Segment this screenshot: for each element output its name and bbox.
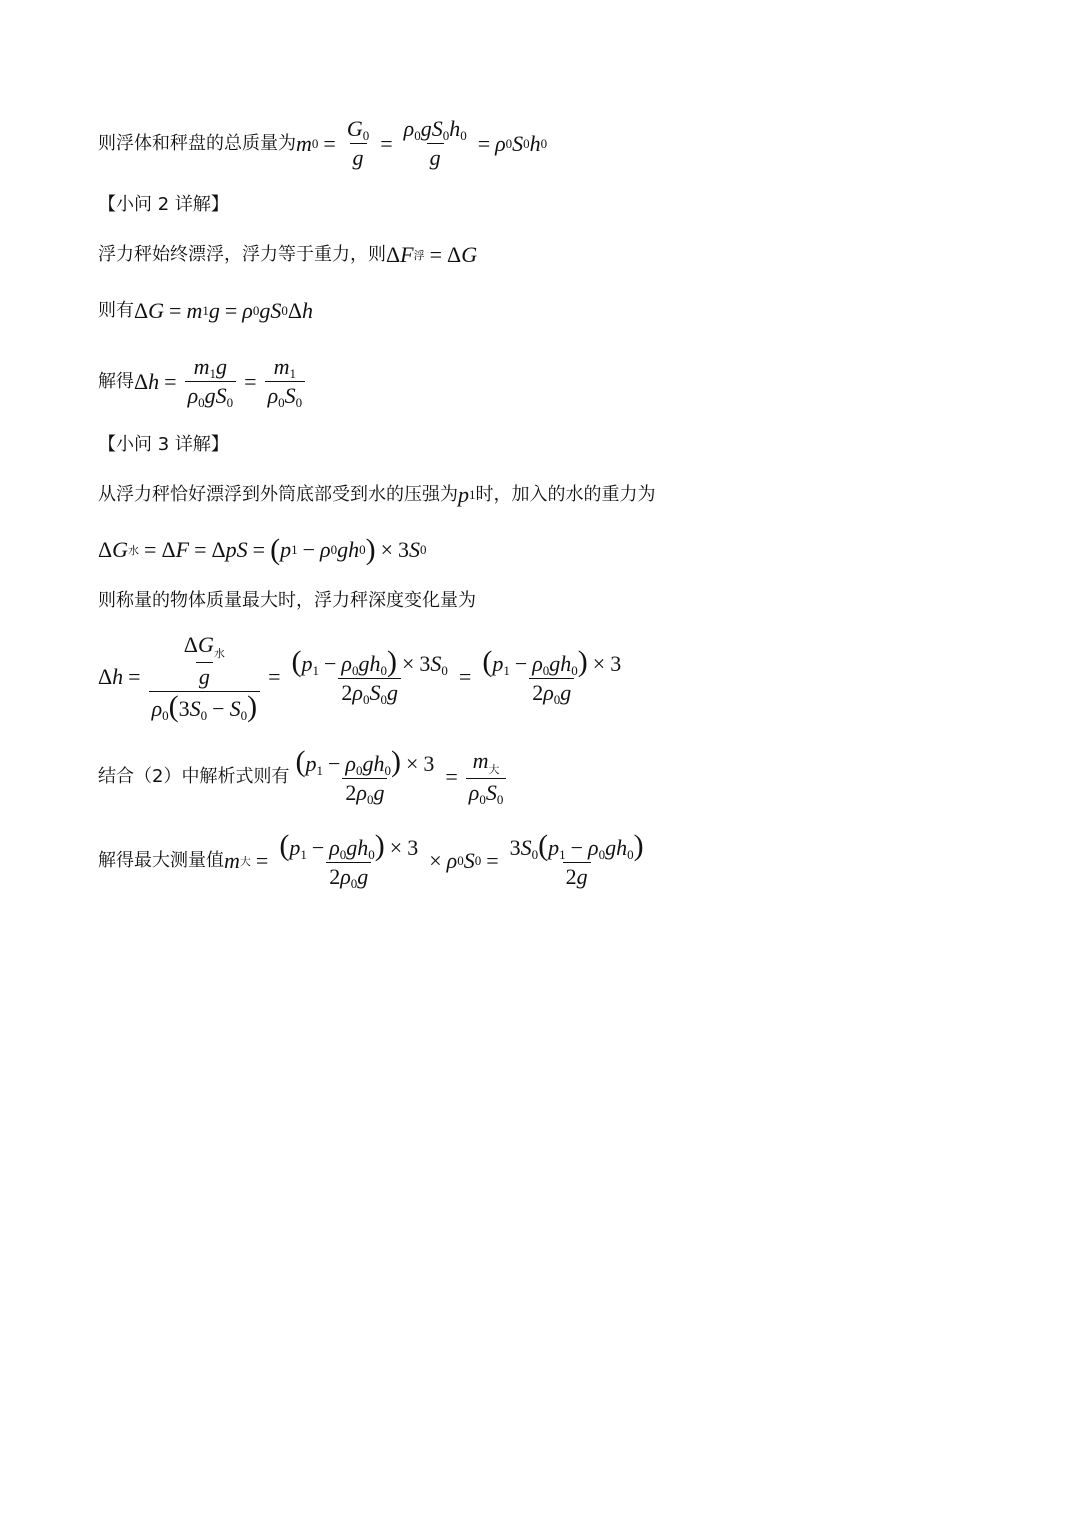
equation-line-combine: [98, 745, 509, 807]
text-label: 则称量的物体质量最大时，浮力秤深度变化量为: [98, 590, 476, 611]
math-expression: Δ G 水 = Δ F = Δ pS = ( p 1 − ρ 0 gh 0 ) × 3 S 0: [98, 533, 427, 566]
text-label: 结合（2）中解析式则有: [98, 766, 290, 787]
text-label: 解得最大测量值: [98, 850, 224, 871]
heading-text: 【小问 2 详解】: [98, 194, 229, 215]
section-heading-q3: [98, 436, 229, 454]
equation-line-compound-fraction: [98, 632, 627, 723]
fraction: $\frac{(p_1 - \rho_0gh_0) \times 3S_0}{2\rho_0S_0g}$: [291, 645, 448, 707]
math-expression: m 0 = $\frac{G_0}{g}$ = $\frac{\rho_0gS_0h_0}{g}$ = ρ 0 S 0 h 0: [296, 116, 548, 170]
text-label: 则浮体和秤盘的总质量为: [98, 132, 296, 154]
math-expression: Δ h = $\frac{\frac{\Delta G_水}{g}}{\rho_0(3S_0 - S_0)}$ = $\frac{(p_1 - \rho_0gh_0) \times 3S_0}{2\rho_0S_0g}$ = $\frac{(p_1 - \rho_0gh_0) \times 3}{2\rho_0g}$: [98, 634, 627, 720]
text-label: 浮力秤始终漂浮，浮力等于重力，则: [98, 244, 386, 265]
math-expression: Δ h = $\frac{m_1g}{\rho_0gS_0}$ = $\frac{m_1}{\rho_0S_0}$: [134, 356, 308, 407]
math-expression: Δ F 浮 = Δ G: [386, 242, 478, 267]
equation-line-delta-h: [98, 354, 308, 410]
fraction: $\frac{m_1g}{\rho_0gS_0}$: [185, 356, 237, 407]
text-line-max-depth: [98, 592, 476, 610]
text-label: 则有: [98, 300, 134, 321]
fraction: $\frac{3S_0(p_1 - \rho_0gh_0)}{2g}$: [509, 829, 644, 889]
inner-fraction: $\frac{\Delta G_水}{g}$: [183, 632, 225, 689]
heading-text: 【小问 3 详解】: [98, 434, 229, 455]
section-heading-q2: [98, 196, 229, 214]
fraction: $\frac{(p_1 - \rho_0gh_0) \times 3}{2\rho_0g}$: [482, 645, 622, 707]
fraction: $\frac{m_1}{\rho_0S_0}$: [265, 356, 306, 407]
math-expression: m 大 = $\frac{(p_1 - \rho_0gh_0) \times 3}{2\rho_0g}$ × ρ 0 S 0 = $\frac{3S_0(p_1 - \rho_0gh_0)}{2g}$: [224, 834, 650, 888]
text-line-pressure: [98, 484, 656, 506]
subscript-cn: 水: [213, 647, 225, 660]
fraction: $\frac{\frac{\Delta G_水}{g}}{\rho_0(3S_0 - S_0)}$: [149, 634, 260, 720]
fraction: $\frac{(p_1 - \rho_0gh_0) \times 3}{2\rho_0g}$: [279, 829, 419, 891]
math-expression: p 1: [458, 482, 476, 507]
subscript-cn: 浮: [413, 248, 425, 262]
equation-line-total-mass: [98, 118, 547, 169]
subscript-cn: 大: [488, 763, 500, 776]
math-expression: Δ G = m 1 g = ρ 0 gS 0 Δ h: [134, 298, 313, 323]
text-label: 从浮力秤恰好漂浮到外筒底部受到水的压强为: [98, 484, 458, 505]
fraction: $\frac{G_0}{g}$: [346, 116, 370, 170]
equation-line-delta-g: [98, 300, 313, 322]
equation-line-max-value: [98, 829, 650, 891]
math-expression: $\frac{(p_1 - \rho_0gh_0) \times 3}{2\rho_0g}$ = $\frac{m_大}{\rho_0S_0}$: [289, 750, 509, 804]
equation-line-buoyancy: [98, 244, 477, 266]
fraction: $\frac{m_大}{\rho_0S_0}$: [466, 750, 507, 804]
equation-line-water-weight: [98, 533, 427, 566]
subscript-cn: 大: [239, 854, 251, 868]
fraction: $\frac{(p_1 - \rho_0gh_0) \times 3}{2\rho_0g}$: [295, 745, 435, 807]
fraction: $\frac{\rho_0gS_0h_0}{g}$: [403, 116, 467, 170]
text-label: 时，加入的水的重力为: [475, 484, 656, 505]
text-label: 解得: [98, 370, 134, 392]
subscript-cn: 水: [128, 543, 140, 557]
